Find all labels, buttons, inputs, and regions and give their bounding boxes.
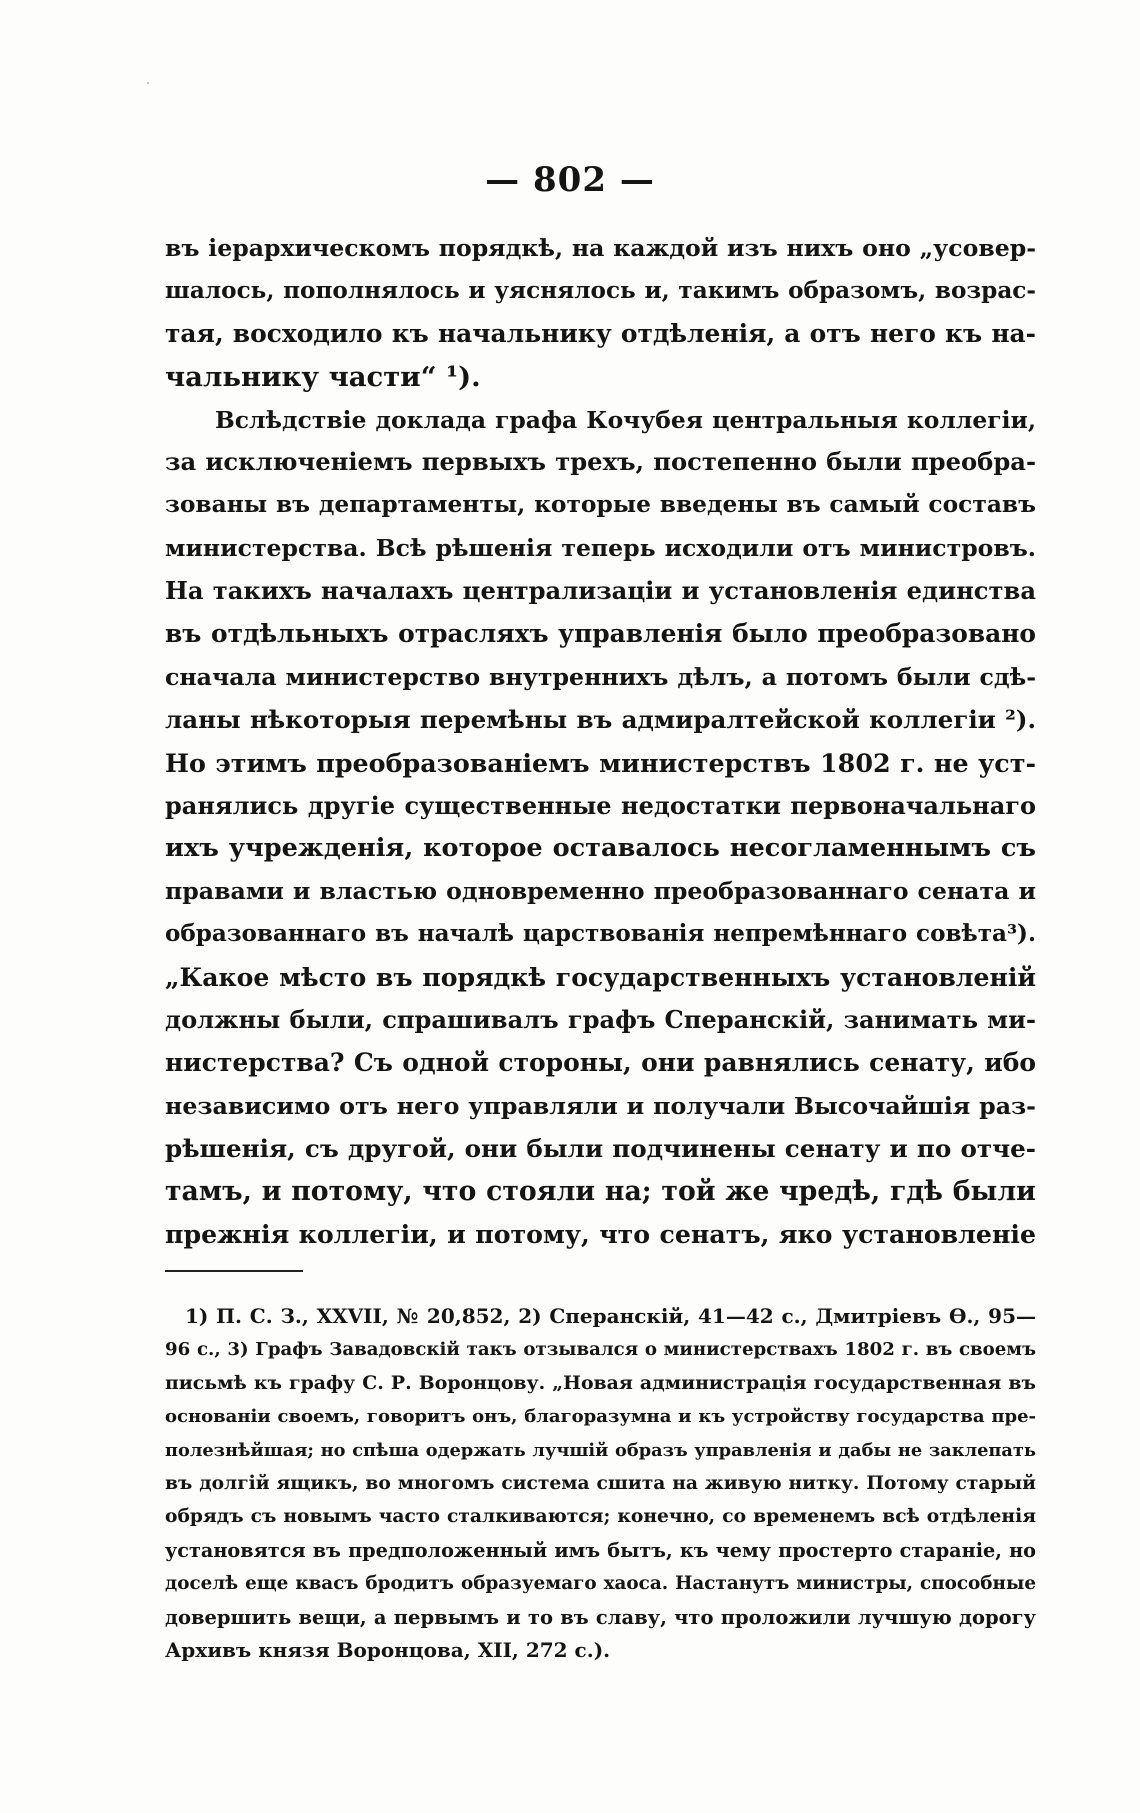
footnote-line: письмѣ къ графу С. Р. Воронцову. „Новая администрацiя государственная въ bbox=[165, 1371, 1036, 1394]
text-line: шалось, пополнялось и уяснялось и, такимъ образомъ, возрас- bbox=[165, 276, 1036, 304]
text-line: тая, восходило къ начальнику отдѣленiя, а отъ него къ на- bbox=[165, 318, 1036, 348]
footnote-line: въ долгiй ящикъ, во многомъ система сшита на живую нитку. Потому старый bbox=[165, 1471, 1036, 1494]
text-line: независимо отъ него управляли и получали Высочайшiя раз- bbox=[165, 1091, 1036, 1120]
text-line: „Какое мѣсто въ порядкѣ государственныхъ установленiй bbox=[165, 962, 1036, 993]
text-line: зованы въ департаменты, которые введены въ самый составъ bbox=[165, 491, 1036, 519]
text-line: чальнику части“ ¹). bbox=[165, 360, 481, 393]
footnote-separator bbox=[165, 1270, 303, 1272]
text-line: ланы нѣкоторыя перемѣны въ адмиралтейской коллегiи ²). bbox=[165, 704, 1036, 734]
footnote-line: доселѣ еще квасъ бродитъ образуемаго хаоса. Настанутъ министры, способные bbox=[165, 1573, 1036, 1595]
text-line: за исключенiемъ первыхъ трехъ, постепенно были преобра- bbox=[165, 447, 1036, 477]
text-line: сначала министерство внутреннихъ дѣлъ, а потомъ были сдѣ- bbox=[165, 662, 1036, 691]
text-line: въ iерархическомъ порядкѣ, на каждой изъ нихъ оно „усовер- bbox=[165, 234, 1036, 262]
scan-speck bbox=[147, 82, 149, 84]
text-line: министерства. Всѣ рѣшенiя теперь исходили отъ министровъ. bbox=[165, 534, 1036, 563]
text-line: Но этимъ преобразованiемъ министерствъ 1802 г. не уст- bbox=[165, 747, 1036, 778]
text-line: въ отдѣльныхъ отрасляхъ управленiя было преобразовано bbox=[165, 619, 1036, 649]
text-line: На такихъ началахъ централизацiи и установленiя единства bbox=[165, 576, 1036, 606]
footnote-line: установятся въ предположенный имъ бытъ, къ чему простерто старанiе, но bbox=[165, 1538, 1036, 1562]
footnote-line: основанiи своемъ, говоритъ онъ, благоразумна и къ устройству государства пре- bbox=[165, 1406, 1036, 1428]
text-line: ранялись другiе существенные недостатки первоначальнаго bbox=[165, 790, 1036, 820]
text-line: рѣшенiя, съ другой, они были подчинены сенату и по отче- bbox=[165, 1133, 1036, 1163]
text-line: нистерства? Съ одной стороны, они равнялись сенату, ибо bbox=[165, 1047, 1036, 1077]
footnote-line: обрядъ съ новымъ часто сталкиваются; конечно, со временемъ всѣ отдѣленiя bbox=[165, 1505, 1036, 1528]
footnote-line: 96 с., 3) Графъ Завадовскiй такъ отзывался о министерствахъ 1802 г. въ своемъ bbox=[165, 1339, 1036, 1361]
text-line: прежнiя коллегiи, и потому, что сенатъ, яко установленiе bbox=[165, 1219, 1036, 1250]
footnote-line: довершить вещи, а первымъ и то въ славу, что проложили лучшую дорогу bbox=[165, 1605, 1036, 1629]
text-line: тамъ, и потому, что стояли на; той же чредѣ, гдѣ были bbox=[165, 1175, 1036, 1207]
footnote-line: Архивъ князя Воронцова, XII, 272 с.). bbox=[165, 1637, 611, 1662]
page-number: — 802 — bbox=[485, 160, 655, 200]
text-line: Вслѣдствiе доклада графа Кочубея центральныя коллегiи, bbox=[215, 405, 1036, 434]
text-line: ихъ учрежденiя, которое оставалось несогламеннымъ съ bbox=[165, 833, 1036, 864]
text-line: правами и властью одновременно преобразованнаго сената и bbox=[165, 877, 1036, 906]
text-line: должны были, спрашивалъ графъ Сперанскiй, занимать ми- bbox=[165, 1005, 1036, 1035]
main-text bbox=[165, 227, 1036, 1256]
footnotes bbox=[165, 1300, 1036, 1667]
text-line: образованнаго въ началѣ царствованiя непремѣннаго совѣта³). bbox=[165, 920, 1036, 948]
footnote-line: полезнѣйшая; но спѣша одержать лучшiй образъ управленiя и дабы не заклепать bbox=[165, 1439, 1036, 1461]
footnote-line: 1) П. С. З., XXVII, № 20,852, 2) Сперанскiй, 41—42 с., Дмитрiевъ Ѳ., 95— bbox=[185, 1304, 1036, 1328]
